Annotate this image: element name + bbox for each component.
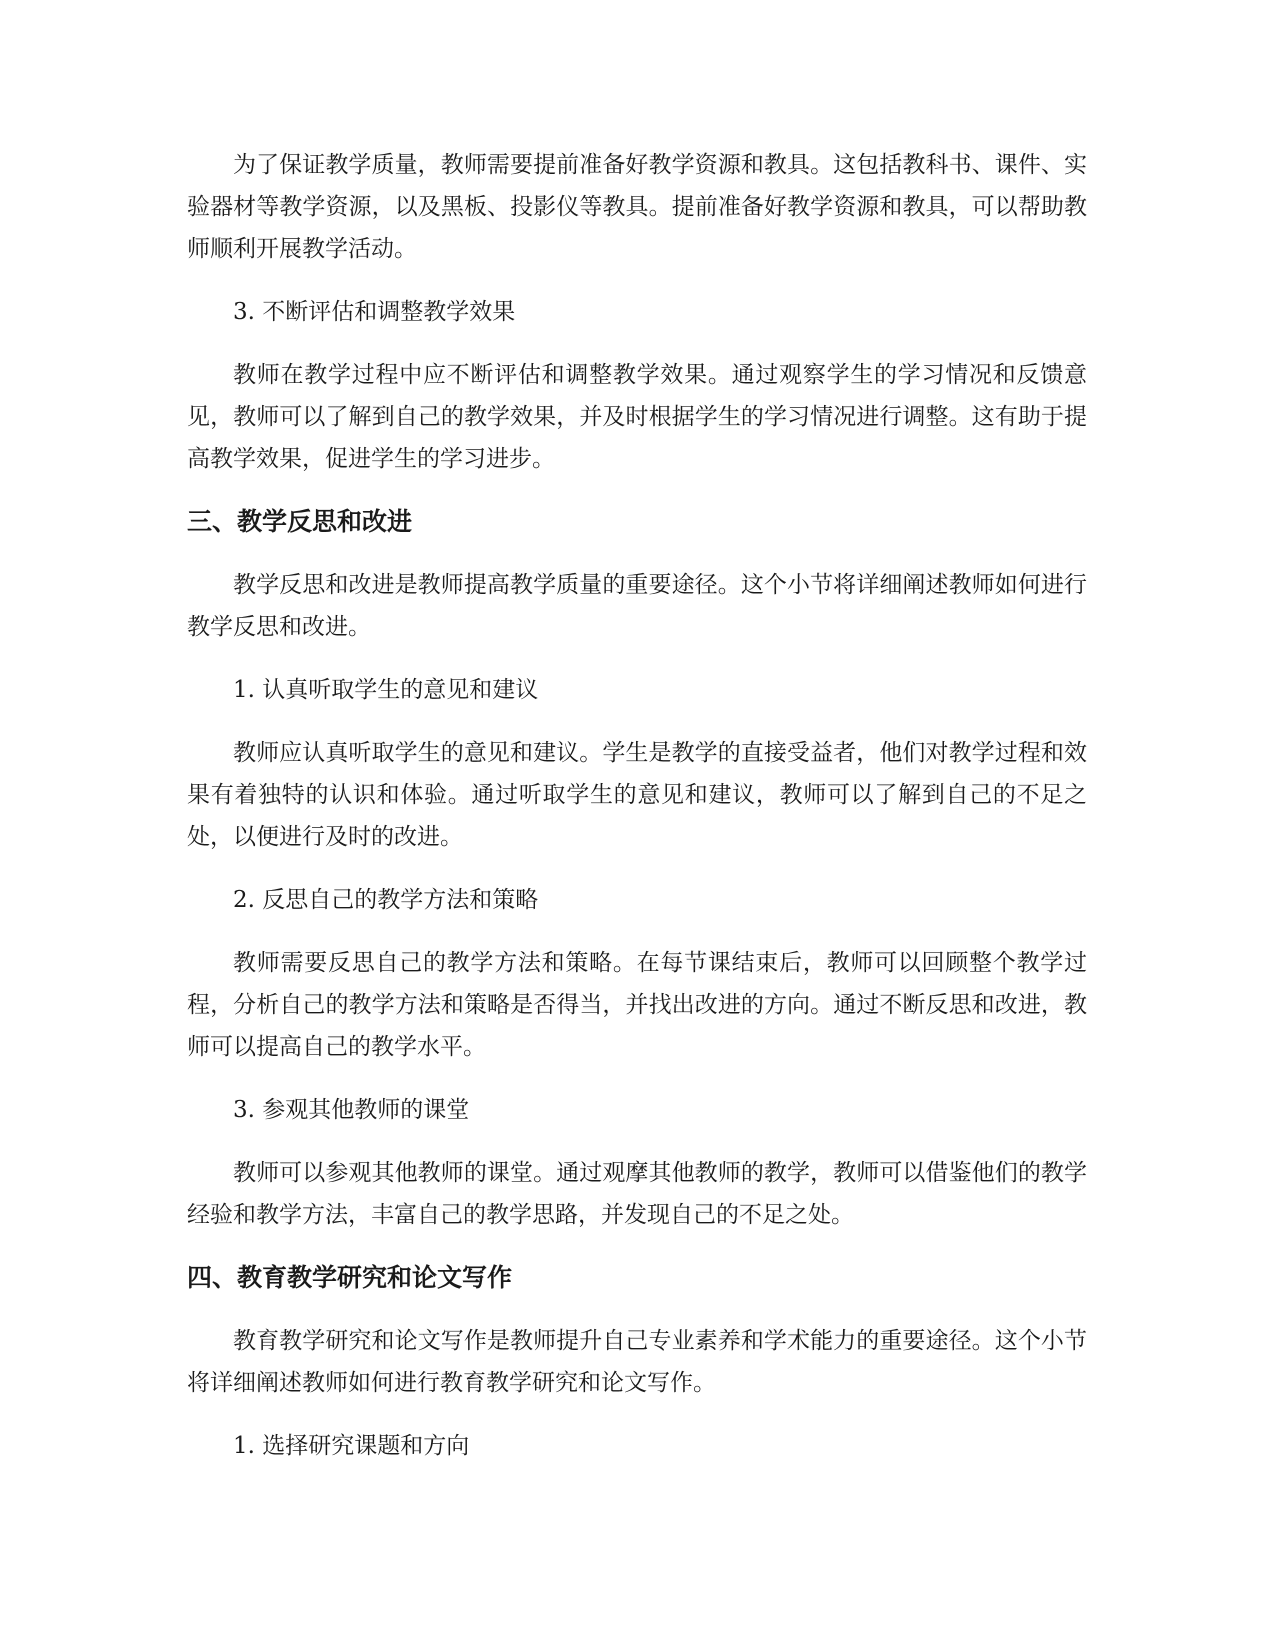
- document-page: [187, 144, 1087, 1488]
- paragraph-research-intro: 教育教学研究和论文写作是教师提升自己专业素养和学术能力的重要途径。这个小节将详细阐述教师如何进行教育教学研究和论文写作。: [187, 1328, 1087, 1396]
- section-heading-research: 四、教育教学研究和论文写作: [187, 1263, 513, 1292]
- list-item-evaluate-adjust: 3. 不断评估和调整教学效果: [233, 299, 516, 325]
- list-item-choose-topic: 1. 选择研究课题和方向: [233, 1433, 470, 1459]
- list-item-listen-students: 1. 认真听取学生的意见和建议: [233, 677, 539, 703]
- list-item-observe-classes: 3. 参观其他教师的课堂: [233, 1097, 470, 1123]
- list-item-reflect-methods: 2. 反思自己的教学方法和策略: [233, 887, 539, 913]
- paragraph-reflect-methods: 教师需要反思自己的教学方法和策略。在每节课结束后，教师可以回顾整个教学过程，分析自己的教学方法和策略是否得当，并找出改进的方向。通过不断反思和改进，教师可以提高自己的教学水平。: [187, 950, 1087, 1060]
- paragraph-observe-classes: 教师可以参观其他教师的课堂。通过观摩其他教师的教学，教师可以借鉴他们的教学经验和教学方法，丰富自己的教学思路，并发现自己的不足之处。: [187, 1160, 1087, 1228]
- paragraph-listen-students: 教师应认真听取学生的意见和建议。学生是教学的直接受益者，他们对教学过程和效果有着独特的认识和体验。通过听取学生的意见和建议，教师可以了解到自己的不足之处，以便进行及时的改进。: [187, 740, 1087, 850]
- paragraph-evaluate-adjust: 教师在教学过程中应不断评估和调整教学效果。通过观察学生的学习情况和反馈意见，教师可以了解到自己的教学效果，并及时根据学生的学习情况进行调整。这有助于提高教学效果，促进学生的学习进步。: [187, 362, 1087, 472]
- paragraph-teaching-resources: 为了保证教学质量，教师需要提前准备好教学资源和教具。这包括教科书、课件、实验器材等教学资源，以及黑板、投影仪等教具。提前准备好教学资源和教具，可以帮助教师顺利开展教学活动。: [187, 152, 1087, 262]
- paragraph-reflection-intro: 教学反思和改进是教师提高教学质量的重要途径。这个小节将详细阐述教师如何进行教学反思和改进。: [187, 572, 1087, 640]
- section-heading-reflection: 三、教学反思和改进: [187, 507, 413, 536]
